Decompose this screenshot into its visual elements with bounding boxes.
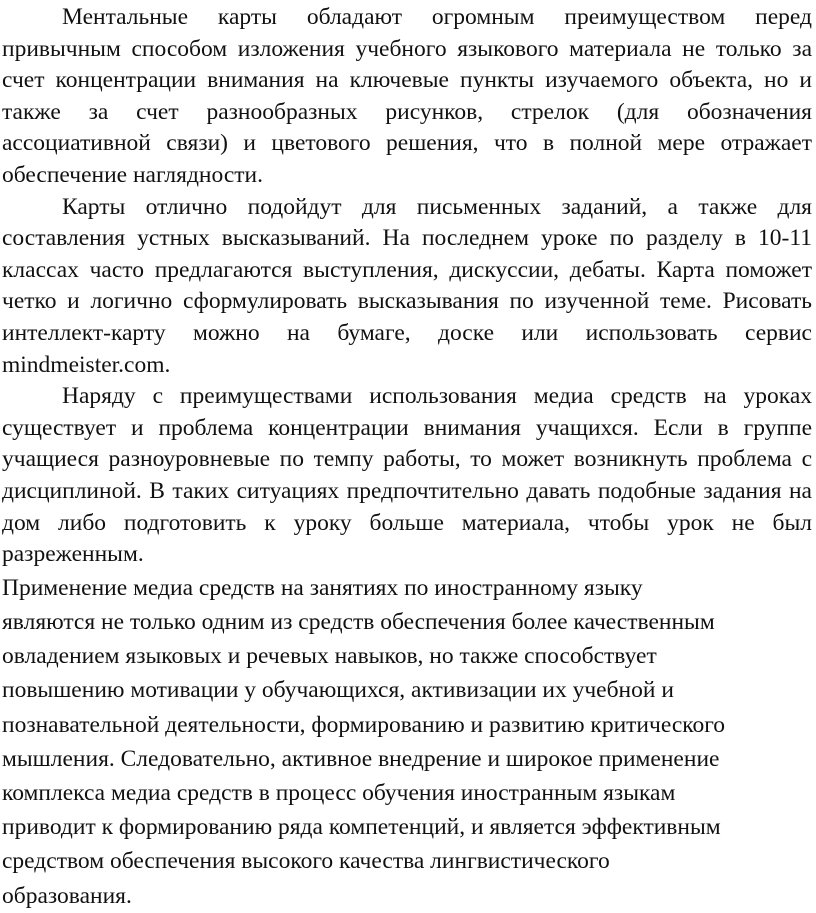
conclusion-line: мышления. Следовательно, активное внедрение и широкое применение [2,745,720,772]
conclusion-line: являются не только одним из средств обеспечения более качественным [2,608,715,635]
conclusion-line: комплекса медиа средств в процесс обучения иностранным языкам [2,779,676,806]
conclusion-line: приводит к формированию ряда компетенций, и является эффективным [2,814,721,841]
conclusion-line: образования. [2,882,132,909]
paragraph-attention-problem: Наряду с преимуществами использования медиа средств на уроках существует и проблема концентрации внимания учащихся. Если в группе учащиеся разноуровневые по темпу работы, то может возникнуть проблема с дисциплиной. В таких ситуациях предпочтительно давать подобные задания на дом либо подготовить к уроку больше материала, чтобы урок не был разреженным. [2,383,812,568]
paragraph-mind-maps-advantages: Ментальные карты обладают огромным преимуществом перед привычным способом изложения учебного языкового материала не только за счет концентрации внимания на ключевые пункты изучаемого объекта, но и также за счет разнообразных рисунков, стрелок (для обозначения ассоциативной связи) и цветового решения, что в полной мере отражает обеспечение наглядности. [2,4,812,188]
conclusion-line: овладением языковых и речевых навыков, но также способствует [2,643,657,670]
conclusion-line: познавательной деятельности, формированию и развитию критического [2,711,726,738]
conclusion-line: Применение медиа средств на занятиях по иностранному языку [2,574,643,601]
conclusion-line: повышению мотивации у обучающихся, активизации их учебной и [2,677,674,704]
paragraph-maps-for-tasks: Карты отлично подойдут для письменных заданий, а также для составления устных высказываний. На последнем уроке по разделу в 10-11 классах часто предлагаются выступления, дискуссии, дебаты. Карта поможет четко и логично сформулировать высказывания по изученной теме. Рисовать интеллект-карту можно на бумаге, доске или использовать сервис mindmeister.com. [2,193,812,378]
paragraph-media-conclusion [2,571,812,913]
conclusion-line: средством обеспечения высокого качества лингвистического [2,848,610,875]
